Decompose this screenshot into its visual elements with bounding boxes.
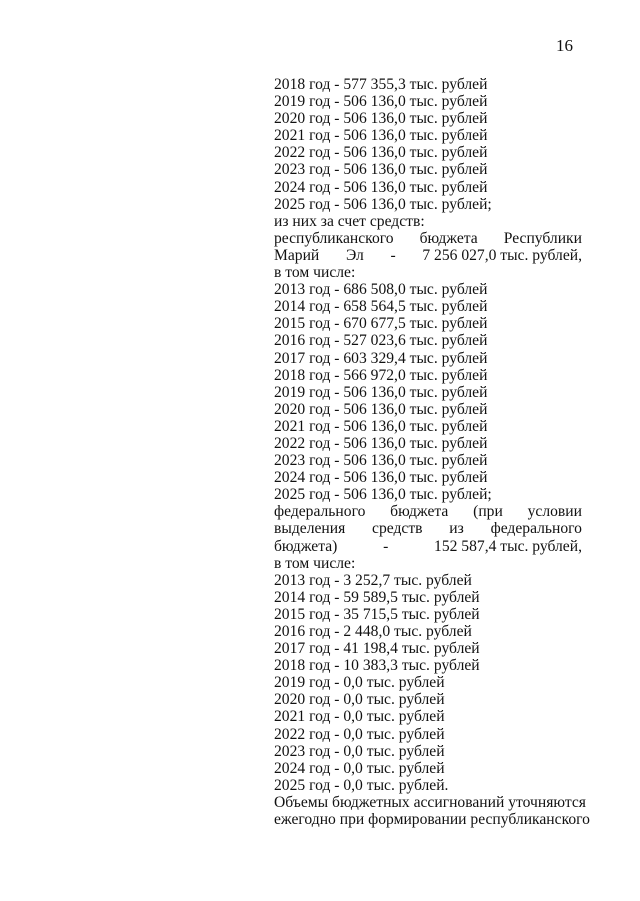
year-line: 2021 год - 0,0 тыс. рублей [274,708,445,726]
year-line: 2024 год - 0,0 тыс. рублей [274,759,445,777]
year-line: 2020 год - 506 136,0 тыс. рублей [274,400,488,418]
year-line: 2020 год - 0,0 тыс. рублей [274,691,445,709]
word: (при [473,503,503,521]
federal-heading-line-1 [274,503,582,520]
word: - [383,537,389,555]
year-line: 2021 год - 506 136,0 тыс. рублей [274,127,488,145]
republican-total-amount: 7 256 027,0 тыс. рублей, [422,246,582,264]
year-line: 2018 год - 10 383,3 тыс. рублей [274,657,480,675]
federal-heading-line-2 [274,520,582,537]
year-line: 2018 год - 566 972,0 тыс. рублей [274,366,488,384]
word: республиканского [274,229,394,247]
republican-heading-line-2 [274,247,582,264]
including-line: в том числе: [274,264,356,282]
word: бюджета) [274,537,338,555]
year-line: 2022 год - 0,0 тыс. рублей [274,725,445,743]
page-number: 16 [556,36,573,55]
from-them-line: из них за счет средств: [274,212,425,230]
year-line: 2025 год - 506 136,0 тыс. рублей; [274,195,492,213]
year-line: 2025 год - 506 136,0 тыс. рублей; [274,486,492,504]
year-line: 2013 год - 686 508,0 тыс. рублей [274,281,488,299]
closing-line: Объемы бюджетных ассигнований уточняются [274,793,586,811]
year-line: 2019 год - 506 136,0 тыс. рублей [274,383,488,401]
republican-heading-line-1 [274,230,582,247]
federal-total-amount: 152 587,4 тыс. рублей, [434,537,582,555]
republican-budget-heading [274,230,582,281]
year-line: 2016 год - 527 023,6 тыс. рублей [274,332,488,350]
federal-heading-line-3 [274,538,582,555]
including-line: в том числе: [274,554,356,572]
year-line: 2024 год - 506 136,0 тыс. рублей [274,178,488,196]
year-line: 2020 год - 506 136,0 тыс. рублей [274,110,488,128]
total-years-list [274,76,582,213]
closing-paragraph [274,793,590,829]
word: выделения [274,520,346,538]
year-line: 2023 год - 0,0 тыс. рублей [274,742,445,760]
word: Республики [503,229,582,247]
federal-budget-heading [274,503,582,571]
year-line: 2022 год - 506 136,0 тыс. рублей [274,434,488,452]
year-line: 2015 год - 670 677,5 тыс. рублей [274,315,488,333]
year-line: 2014 год - 59 589,5 тыс. рублей [274,588,480,606]
year-line: 2023 год - 506 136,0 тыс. рублей [274,452,488,470]
word: из [449,520,464,538]
year-line: 2022 год - 506 136,0 тыс. рублей [274,144,488,162]
word: условии [527,503,582,521]
year-line: 2025 год - 0,0 тыс. рублей. [274,776,449,794]
word: Эл [345,246,364,264]
year-line: 2021 год - 506 136,0 тыс. рублей [274,417,488,435]
document-body [274,76,590,829]
word: бюджета [390,503,449,521]
word: - [390,246,396,264]
republican-years-list [274,281,582,503]
year-line: 2016 год - 2 448,0 тыс. рублей [274,623,472,640]
year-line: 2019 год - 0,0 тыс. рублей [274,674,445,692]
year-line: 2014 год - 658 564,5 тыс. рублей [274,298,488,316]
word: бюджета [419,229,478,247]
word: федерального [274,503,366,521]
word: средств [372,520,423,538]
closing-line: ежегодно при формировании республиканского [274,811,590,829]
year-line: 2017 год - 41 198,4 тыс. рублей [274,640,480,658]
year-line: 2019 год - 506 136,0 тыс. рублей [274,93,488,111]
year-line: 2015 год - 35 715,5 тыс. рублей [274,605,480,623]
year-line: 2023 год - 506 136,0 тыс. рублей [274,161,488,179]
year-line: 2018 год - 577 355,3 тыс. рублей [274,76,488,93]
federal-years-list [274,572,582,794]
year-line: 2013 год - 3 252,7 тыс. рублей [274,571,472,589]
year-line: 2024 год - 506 136,0 тыс. рублей [274,469,488,487]
year-line: 2017 год - 603 329,4 тыс. рублей [274,349,488,367]
word: федерального [490,520,582,538]
word: Марий [274,246,320,264]
